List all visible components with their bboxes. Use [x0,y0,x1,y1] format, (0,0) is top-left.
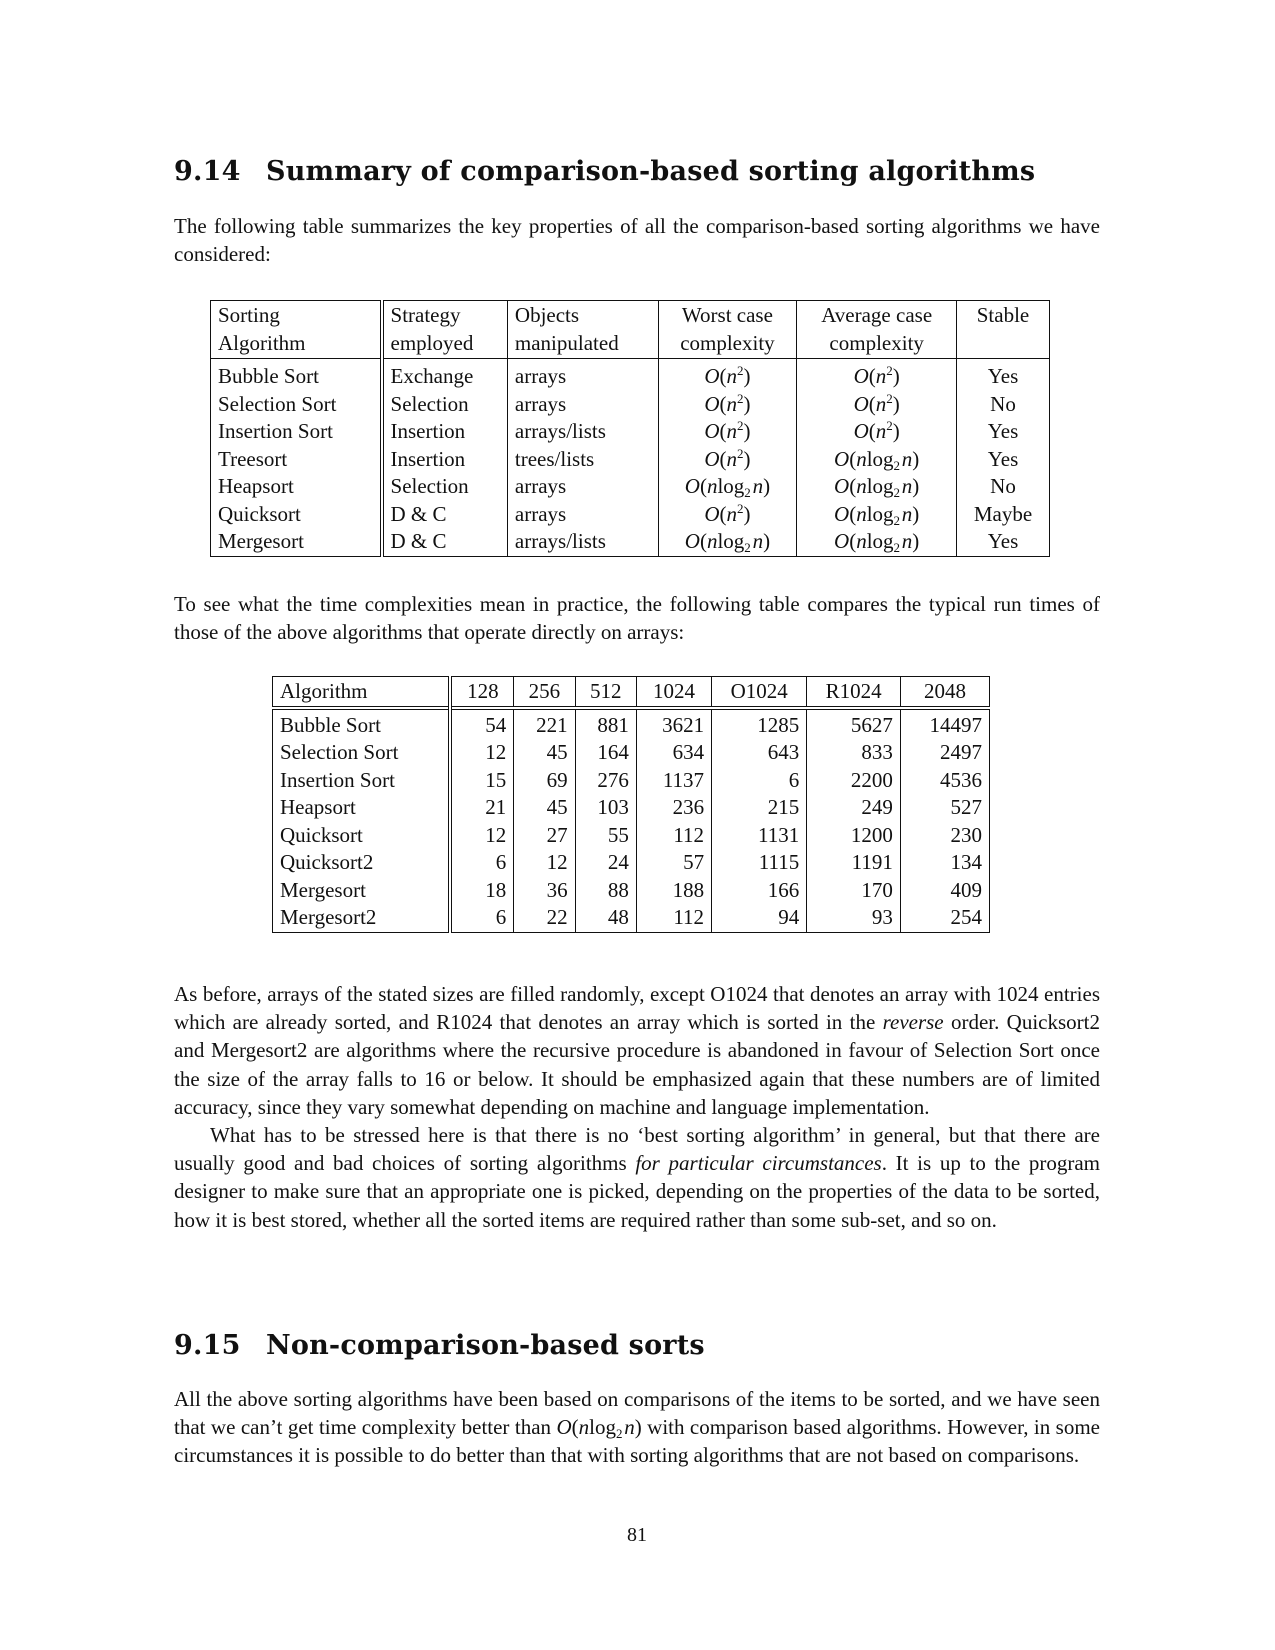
paragraph: What has to be stressed here is that there is no ‘best sorting algorithm’ in general, but that there are usually good and bad choices of sorting algorithms for particular circumstances. It is up to the program designer to make sure that an appropriate one is picked, depending on the properties of the data to be sorted, how it is best stored, whether all the sorted items are required rather than some sub-set, and so on. [174,1123,1101,1232]
table-cell: 112 [636,904,711,932]
table-cell: O(nlog$_2$ n) [797,528,957,556]
header-cell: 512 [575,677,636,708]
table-cell: Bubble Sort [273,708,451,740]
table-cell: 249 [807,794,901,822]
table-row [211,473,1050,501]
header-cell: Stable [957,301,1050,359]
header-cell: 1024 [636,677,711,708]
table-cell: Bubble Sort [211,359,382,391]
table-cell: 409 [900,877,989,905]
table-cell: trees/lists [507,446,658,474]
table-cell: 22 [514,904,575,932]
table-cell: Yes [957,359,1050,391]
table-cell: 12 [514,849,575,877]
table-cell: 527 [900,794,989,822]
table-cell: 236 [636,794,711,822]
table-cell: 643 [712,739,807,767]
run-times-table [272,676,990,933]
table-cell: 1191 [807,849,901,877]
table-cell: O(nlog$_2$ n) [797,446,957,474]
table-cell: Quicksort2 [273,849,451,877]
table-row [211,418,1050,446]
table-row [211,528,1050,556]
table-cell: Quicksort [273,822,451,850]
table-cell: Selection [382,473,508,501]
header-cell: 128 [450,677,513,708]
header-cell: 2048 [900,677,989,708]
table-cell: $O(n^2)$ [797,359,957,391]
table-row [211,501,1050,529]
table-cell: 230 [900,822,989,850]
algorithm-properties-table [210,300,1050,557]
table-cell: $O(n^2)$ [658,359,797,391]
section-number: 9.15 [174,1330,241,1361]
table-cell: 276 [575,767,636,795]
table-cell: 1115 [712,849,807,877]
table-cell: 5627 [807,708,901,740]
header-cell: R1024 [807,677,901,708]
table-cell: O(nlog$_2$ n) [797,473,957,501]
table-cell: $O(n^2)$ [797,418,957,446]
table-cell: 833 [807,739,901,767]
table-cell: arrays [507,473,658,501]
table-cell: 170 [807,877,901,905]
table-cell: arrays [507,359,658,391]
table-cell: Insertion [382,418,508,446]
table-cell: Insertion [382,446,508,474]
table-cell: 1131 [712,822,807,850]
table-cell: Mergesort [273,877,451,905]
table-cell: 4536 [900,767,989,795]
section-title: Summary of comparison-based sorting algorithms [266,156,1036,187]
section-title: Non-comparison-based sorts [266,1330,705,1361]
table-cell: 164 [575,739,636,767]
table-cell: Selection Sort [273,739,451,767]
table-cell: $O(n^2)$ [658,501,797,529]
table-cell: 188 [636,877,711,905]
explanation-paragraphs [174,980,1100,1234]
table-row [273,794,990,822]
table-cell: 48 [575,904,636,932]
table-cell: O(nlog$_2$ n) [658,473,797,501]
table-cell: 69 [514,767,575,795]
table-cell: Maybe [957,501,1050,529]
table-row [211,391,1050,419]
table-cell: 166 [712,877,807,905]
table-row [273,739,990,767]
intro-paragraph-1: The following table summarizes the key properties of all the comparison-based sorting algorithms we have considered: [174,214,1100,267]
table-cell: 94 [712,904,807,932]
table-cell: arrays/lists [507,528,658,556]
table-header-row [273,677,990,708]
header-cell: 256 [514,677,575,708]
table-row [211,359,1050,391]
table-cell: Treesort [211,446,382,474]
table-cell: 12 [450,739,513,767]
table-cell: 27 [514,822,575,850]
table-cell: 54 [450,708,513,740]
table-cell: 18 [450,877,513,905]
section-heading-9-14 [174,156,1035,187]
section-heading-9-15 [174,1330,705,1361]
table-cell: 15 [450,767,513,795]
table-cell: D & C [382,528,508,556]
table-cell: Heapsort [273,794,451,822]
table-cell: Insertion Sort [273,767,451,795]
table-cell: 103 [575,794,636,822]
table-cell: Heapsort [211,473,382,501]
table-cell: 6 [712,767,807,795]
paragraph-non-comparison: All the above sorting algorithms have been based on comparisons of the items to be sorted, and we have seen that we can’t get time complexity better than O(nlog$_2$ n) with comparison based algorithms. However, in some circumstances it is possible to do better than that with sorting algorithms that are not based on comparisons. [174,1387,1100,1468]
header-cell: Sorting Algorithm [211,301,382,359]
intro-paragraph-2: To see what the time complexities mean in practice, the following table compares the typical run times of those of the above algorithms that operate directly on arrays: [174,592,1100,645]
table-cell: 134 [900,849,989,877]
table-cell: Yes [957,528,1050,556]
table-cell: 12 [450,822,513,850]
header-cell: O1024 [712,677,807,708]
table-cell: 6 [450,849,513,877]
table-cell: 45 [514,739,575,767]
table-cell: $O(n^2)$ [797,391,957,419]
table-cell: 57 [636,849,711,877]
table-row [273,904,990,932]
header-cell: Strategy employed [382,301,508,359]
table-cell: arrays [507,391,658,419]
table-cell: arrays [507,501,658,529]
table-cell: 21 [450,794,513,822]
table-cell: No [957,473,1050,501]
table-row [273,822,990,850]
table-cell: Yes [957,446,1050,474]
table-cell: 2200 [807,767,901,795]
table-cell: 1200 [807,822,901,850]
table-cell: $O(n^2)$ [658,446,797,474]
table-cell: 88 [575,877,636,905]
section-number: 9.14 [174,156,241,187]
table-cell: Mergesort2 [273,904,451,932]
table-cell: O(nlog$_2$ n) [797,501,957,529]
table-cell: 3621 [636,708,711,740]
table-cell: O(nlog$_2$ n) [658,528,797,556]
table-cell: Mergesort [211,528,382,556]
table-cell: 6 [450,904,513,932]
header-cell: Objects manipulated [507,301,658,359]
table-cell: 24 [575,849,636,877]
header-cell: Worst case complexity [658,301,797,359]
table-cell: 221 [514,708,575,740]
table-cell: 881 [575,708,636,740]
table-cell: 215 [712,794,807,822]
table-cell: 36 [514,877,575,905]
table-cell: 45 [514,794,575,822]
table-cell: Selection [382,391,508,419]
paragraph: As before, arrays of the stated sizes are filled randomly, except O1024 that denotes an array with 1024 entries which are already sorted, and R1024 that denotes an array which is sorted in the reverse order. Quicksort2 and Mergesort2 are algorithms where the recursive procedure is abandoned in favour of Selection Sort once the size of the array falls to 16 or below. It should be emphasized again that these numbers are of limited accuracy, since they vary somewhat depending on machine and language implementation. [174,982,1100,1119]
page-number: 81 [627,1524,647,1546]
table-cell: 112 [636,822,711,850]
table-header-row [211,301,1050,359]
table-cell: 634 [636,739,711,767]
table-cell: 2497 [900,739,989,767]
table-cell: 93 [807,904,901,932]
table-cell: $O(n^2)$ [658,391,797,419]
table-cell: Quicksort [211,501,382,529]
table-row [273,708,990,740]
table-row [273,877,990,905]
table-row [273,767,990,795]
table-row [273,849,990,877]
table-cell: $O(n^2)$ [658,418,797,446]
header-cell: Algorithm [273,677,451,708]
table-row [211,446,1050,474]
table-cell: No [957,391,1050,419]
table-cell: Insertion Sort [211,418,382,446]
table-cell: 254 [900,904,989,932]
table-cell: 55 [575,822,636,850]
table-cell: Selection Sort [211,391,382,419]
table-cell: 1285 [712,708,807,740]
table-cell: 14497 [900,708,989,740]
table-cell: 1137 [636,767,711,795]
table-cell: arrays/lists [507,418,658,446]
table-cell: Exchange [382,359,508,391]
math-expression: O [556,1415,572,1440]
table-cell: D & C [382,501,508,529]
table-cell: Yes [957,418,1050,446]
header-cell: Average case complexity [797,301,957,359]
